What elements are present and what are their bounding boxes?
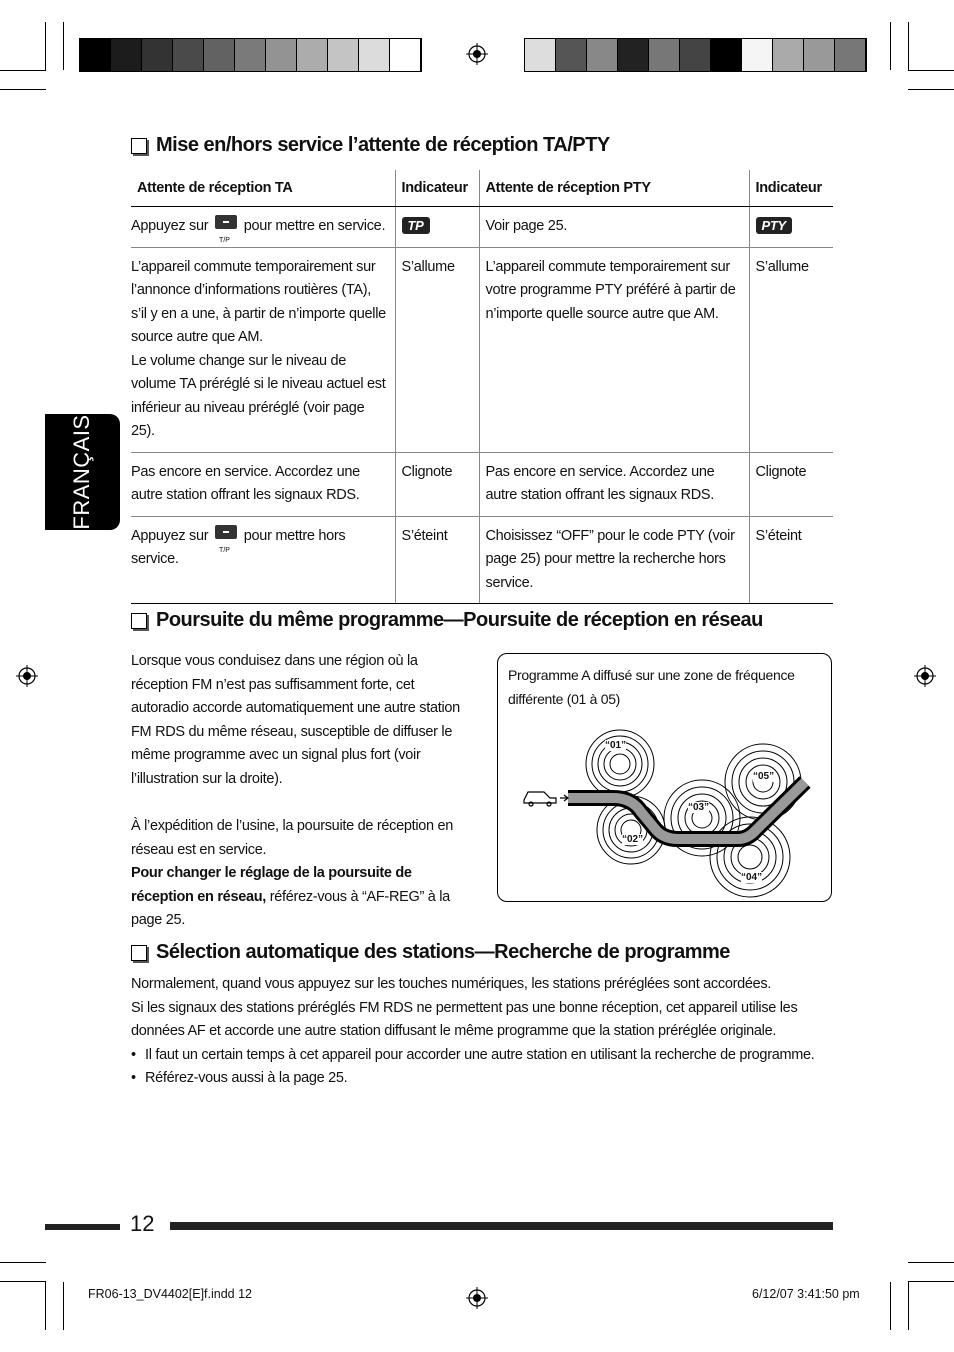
color-swatch-bar-right <box>524 38 867 72</box>
footer-datetime: 6/12/07 3:41:50 pm <box>752 1287 860 1301</box>
table-cell: S’allume <box>749 247 833 452</box>
color-swatch <box>142 39 173 71</box>
crop-mark <box>63 1282 64 1330</box>
color-swatch <box>525 39 556 71</box>
table-header: Attente de réception TA <box>131 170 395 207</box>
tp-button-icon <box>214 215 238 245</box>
table-cell <box>131 207 395 248</box>
color-swatch <box>266 39 297 71</box>
cell-text: Appuyez sur <box>131 527 209 544</box>
color-swatch <box>235 39 266 71</box>
cell-text: Le volume change sur le niveau de volume TA préréglé si le niveau actuel est inférieur au niveau préréglé (voir page 25). <box>131 352 386 439</box>
table-cell: L’appareil commute temporairement sur votre programme PTY préféré à partir de n’importe quelle source autre que AM. <box>479 247 749 452</box>
table-cell: S’éteint <box>749 516 833 604</box>
crop-mark <box>45 1282 46 1330</box>
paragraph: Si les signaux des stations préréglés FM RDS ne permettent pas une bonne réception, cet appareil utilise les données AF et accorde une autre station diffusant le même programme que la station préréglée originale. <box>131 999 798 1039</box>
table-cell: Clignote <box>749 452 833 516</box>
section-title-text: Mise en/hors service l’attente de réception TA/PTY <box>156 134 610 156</box>
color-swatch <box>773 39 804 71</box>
crop-mark <box>908 70 954 71</box>
color-swatch <box>835 39 866 71</box>
color-swatch <box>204 39 235 71</box>
zone-label: “05” <box>753 771 775 782</box>
color-swatch <box>680 39 711 71</box>
registration-mark-icon <box>466 1287 488 1309</box>
diagram-caption: Programme A diffusé sur une zone de fréquence différente (01 à 05) <box>508 667 795 707</box>
language-label: FRANÇAIS <box>69 414 94 530</box>
bullet-item: • Il faut un certain temps à cet appareil pour accorder une autre station en utilisant la recherche de programme. <box>131 1044 833 1068</box>
paragraph: À l’expédition de l’usine, la poursuite de réception en réseau est en service. <box>131 818 454 858</box>
color-swatch <box>556 39 587 71</box>
table-header: Attente de réception PTY <box>479 170 749 207</box>
color-swatch <box>173 39 204 71</box>
color-swatch-bar-left <box>79 38 422 72</box>
button-label: T/P <box>219 237 230 245</box>
bullet-item: • Référez-vous aussi à la page 25. <box>131 1067 833 1091</box>
registration-mark-icon <box>466 43 488 65</box>
table-cell: Pas encore en service. Accordez une autre station offrant les signaux RDS. <box>479 452 749 516</box>
table-row <box>131 516 833 604</box>
bullet-text: Il faut un certain temps à cet appareil pour accorder une autre station en utilisant la recherche de programme. <box>145 1046 815 1063</box>
table-header: Indicateur <box>749 170 833 207</box>
table-cell <box>131 516 395 604</box>
table-row <box>131 452 833 516</box>
table-cell: S’allume <box>395 247 479 452</box>
table-cell <box>131 247 395 452</box>
section-title-ta-pty <box>131 134 610 157</box>
zone-label: “03” <box>688 802 710 813</box>
button-label: T/P <box>219 546 230 554</box>
cell-text: Appuyez sur <box>131 218 209 234</box>
network-tracking-text <box>131 650 471 933</box>
language-tab <box>45 414 120 530</box>
paragraph: Lorsque vous conduisez dans une région où la réception FM n’est pas suffisamment forte, cet autoradio accorde automatiquement une autre station FM RDS du même réseau, susceptible de diffuser le même programme avec un signal plus fort (voir l’illustration sur la droite). <box>131 653 460 787</box>
section-square-icon <box>131 138 147 154</box>
page-rule-right <box>170 1222 833 1230</box>
car-icon <box>524 792 568 806</box>
table-row <box>131 247 833 452</box>
table-cell: Pas encore en service. Accordez une autre station offrant les signaux RDS. <box>131 452 395 516</box>
pty-indicator-icon: PTY <box>756 217 792 234</box>
zone-label: “04” <box>741 872 763 883</box>
registration-mark-icon <box>16 665 38 687</box>
table-cell: Voir page 25. <box>479 207 749 248</box>
paragraph <box>131 862 471 933</box>
crop-mark <box>908 1281 954 1282</box>
section-title-text: Poursuite du même programme—Poursuite de réception en réseau <box>156 609 763 631</box>
color-swatch <box>711 39 742 71</box>
programme-search-text <box>131 973 833 1091</box>
page-rule-left <box>45 1224 120 1230</box>
color-swatch <box>111 39 142 71</box>
table-header-row <box>131 170 833 207</box>
section-square-icon <box>131 945 147 961</box>
ta-pty-table <box>131 170 833 604</box>
color-swatch <box>328 39 359 71</box>
bullet-text: Référez-vous aussi à la page 25. <box>145 1070 348 1086</box>
paragraph-text: référez-vous à “AF-REG” à la page 25. <box>131 888 450 928</box>
zone-label: “02” <box>622 834 644 845</box>
crop-mark <box>890 1282 891 1330</box>
table-cell: S’éteint <box>395 516 479 604</box>
table-header: Indicateur <box>395 170 479 207</box>
color-swatch <box>80 39 111 71</box>
page-number: 12 <box>130 1211 155 1236</box>
section-title-network-tracking <box>131 609 763 632</box>
footer-filename: FR06-13_DV4402[E]f.indd 12 <box>88 1287 252 1301</box>
zone-label: “01” <box>605 740 627 751</box>
crop-mark <box>908 22 909 70</box>
zone-illustration <box>498 654 831 901</box>
table-cell: Choisissez “OFF” pour le code PTY (voir page 25) pour mettre la recherche hors service. <box>479 516 749 604</box>
table-cell <box>749 207 833 248</box>
table-cell: Clignote <box>395 452 479 516</box>
color-swatch <box>390 39 421 71</box>
zone-05-rings <box>725 744 801 820</box>
network-diagram <box>497 653 832 902</box>
color-swatch <box>649 39 680 71</box>
crop-mark <box>908 1262 954 1263</box>
crop-mark <box>45 22 46 70</box>
tp-button-icon <box>214 525 238 554</box>
crop-mark <box>908 1282 909 1330</box>
cell-text: pour mettre en service. <box>243 218 386 234</box>
table-cell <box>395 207 479 248</box>
table-row <box>131 207 833 248</box>
color-swatch <box>804 39 835 71</box>
tp-indicator-icon: TP <box>402 217 430 234</box>
color-swatch <box>742 39 773 71</box>
color-swatch <box>359 39 390 71</box>
color-swatch <box>297 39 328 71</box>
crop-mark <box>890 22 891 70</box>
cell-text: pour mettre hors service. <box>131 527 346 567</box>
color-swatch <box>618 39 649 71</box>
bold-text: Pour changer le réglage de la poursuite de réception en réseau, <box>131 865 412 905</box>
color-swatch <box>587 39 618 71</box>
crop-mark <box>0 1262 46 1263</box>
crop-mark <box>0 89 46 90</box>
cell-text: L’appareil commute temporairement sur l’annonce d’informations routières (TA), s’il y en a une, à partir de n’importe quelle source autre que AM. <box>131 258 386 345</box>
section-title-programme-search <box>131 941 730 964</box>
section-title-text: Sélection automatique des stations—Recherche de programme <box>156 941 730 963</box>
crop-mark <box>0 1281 46 1282</box>
section-square-icon <box>131 613 147 629</box>
crop-mark <box>63 22 64 70</box>
paragraph: Normalement, quand vous appuyez sur les touches numériques, les stations préréglées sont accordées. <box>131 976 772 992</box>
registration-mark-icon <box>914 665 936 687</box>
crop-mark <box>908 89 954 90</box>
crop-mark <box>0 70 46 71</box>
